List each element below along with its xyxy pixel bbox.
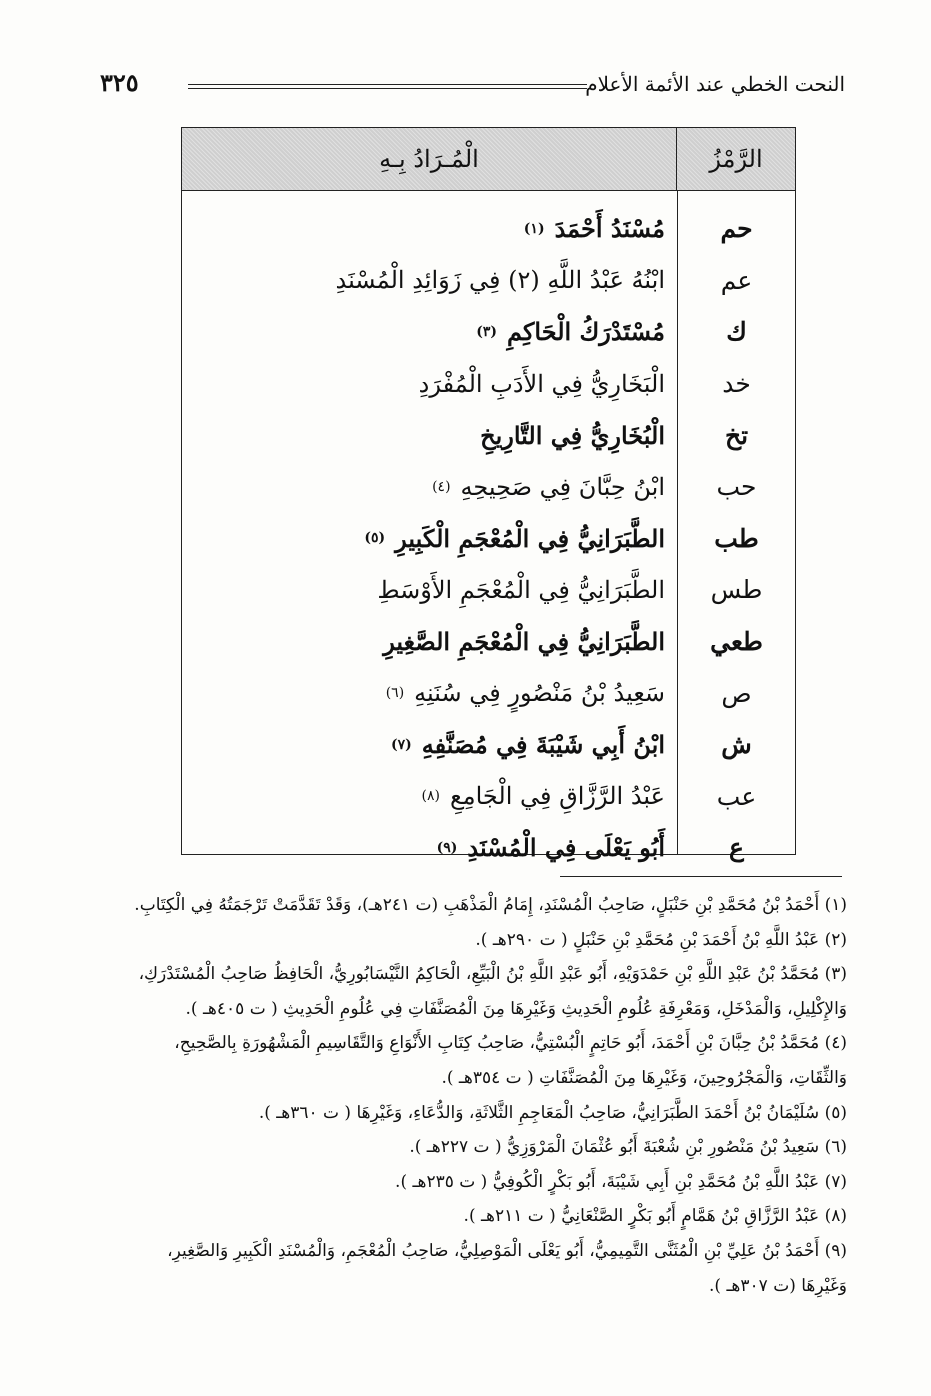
row-meaning bbox=[182, 513, 665, 565]
page-number: ٣٢٥ bbox=[100, 68, 139, 97]
header-code: الرَّمْزُ bbox=[676, 128, 795, 190]
footnote-line: (٧) عَبْدُ اللَّهِ بْنُ مُحَمَّدِ بْنِ أَبِي شَيْبَةَ، أَبُو بَكْرٍ الْكُوفِيُّ ( ت ٢٣٥هـ ). bbox=[395, 1171, 847, 1192]
table-header bbox=[182, 128, 795, 191]
meaning-text: مُسْنَدُ أَحْمَدَ bbox=[554, 214, 665, 244]
row-code: ك bbox=[726, 317, 747, 347]
footnote-ref: (٧) bbox=[390, 736, 412, 753]
row-code: حب bbox=[716, 472, 757, 502]
table-body bbox=[182, 191, 795, 863]
meaning-text: ابْنُ أَبِي شَيْبَةَ فِي مُصَنَّفِهِ bbox=[421, 730, 665, 760]
symbols-table bbox=[181, 127, 796, 863]
meaning-text: عَبْدُ الرَّزَّاقِ فِي الْجَامِعِ bbox=[449, 782, 665, 811]
meaning-text: ابْنُهُ عَبْدُ اللَّهِ (٢) فِي زَوَائِدِ الْمُسْنَدِ bbox=[335, 266, 665, 295]
meaning-text: الطَّبَرَانِيُّ فِي الْمُعْجَمِ الْكَبِيرِ bbox=[395, 523, 665, 553]
row-code: ش bbox=[721, 730, 752, 760]
meaning-text: مُسْتَدْرَكُ الْحَاكِمِ bbox=[506, 317, 665, 347]
meaning-text: أَبُو يَعْلَى فِي الْمُسْنَدِ bbox=[467, 833, 665, 863]
row-code: عم bbox=[720, 265, 753, 295]
footnote-ref: (٣) bbox=[476, 323, 497, 340]
meaning-text: الطَّبَرَانِيُّ فِي الْمُعْجَمِ الأَوْسَطِ bbox=[377, 575, 665, 604]
row-meaning bbox=[182, 409, 665, 461]
row-code: طب bbox=[714, 523, 759, 553]
row-meaning bbox=[182, 255, 665, 307]
meaning-text: الْبُخَارِيُّ فِي التَّارِيخِ bbox=[480, 420, 665, 450]
row-code: حم bbox=[720, 214, 753, 244]
row-meaning bbox=[182, 667, 665, 719]
row-meaning bbox=[182, 461, 665, 513]
row-code: تخ bbox=[724, 420, 749, 450]
footnote-rule bbox=[560, 876, 842, 877]
row-meaning bbox=[182, 203, 665, 255]
footnote-line: (١) أَحْمَدُ بْنُ مُحَمَّدِ بْنِ حَنْبَلٍ، صَاحِبُ الْمُسْنَدِ، إِمَامُ الْمَذْهَبِ (ت ٢٤١هـ)، وَقَدْ تَقَدَّمَتْ تَرْجَمَتُهُ فِي الْكِتَابِ. bbox=[134, 895, 847, 915]
footnote-ref: (٥) bbox=[364, 530, 386, 547]
footnote-line: (٥) سُلَيْمَانُ بْنُ أَحْمَدَ الطَّبَرَانِيُّ، صَاحِبُ الْمَعَاجِمِ الثَّلاثَةِ، وَالدُّعَاءِ، وَغَيْرِهَا ( ت ٣٦٠هـ ). bbox=[258, 1102, 847, 1123]
meaning-text: سَعِيدُ بْنُ مَنْصُورٍ فِي سُنَنِهِ bbox=[414, 679, 665, 708]
code-column bbox=[677, 191, 795, 863]
header-meaning: الْمُـرَادُ بِـهِ bbox=[379, 145, 479, 173]
footnote-line: وَغَيْرِهَا (ت ٣٠٧هـ ). bbox=[709, 1275, 847, 1296]
footnote-ref: (٨) bbox=[421, 788, 440, 805]
row-code: طس bbox=[710, 575, 763, 605]
row-meaning bbox=[182, 616, 665, 668]
footnote-ref: (١) bbox=[523, 220, 545, 237]
footnote-ref: (٤) bbox=[432, 478, 451, 495]
footnote-line: (٣) مُحَمَّدُ بْنُ عَبْدِ اللَّهِ بْنِ حَمْدَوَيْهِ، أَبُو عَبْدِ اللَّهِ بْنُ الْبَيِّعِ، الْحَاكِمُ النَّيْسَابُورِيُّ، الْحَافِظُ صَاحِبُ الْمُسْتَدْرَكِ، bbox=[138, 964, 847, 985]
meaning-column bbox=[182, 191, 677, 863]
header-rule bbox=[188, 84, 587, 89]
row-code: ع bbox=[729, 833, 744, 863]
row-code: طعي bbox=[710, 627, 763, 657]
footnote-line: (٢) عَبْدُ اللَّهِ بْنُ أَحْمَدَ بْنِ مُحَمَّدِ بْنِ حَنْبَلٍ ( ت ٢٩٠هـ ). bbox=[475, 929, 847, 950]
row-code: خد bbox=[722, 369, 751, 399]
footnote-line: وَالثِّقَاتِ، وَالْمَجْرُوحِينَ، وَغَيْرِهَا مِنَ الْمُصَنَّفَاتِ ( ت ٣٥٤هـ ). bbox=[441, 1067, 847, 1088]
row-meaning bbox=[182, 564, 665, 616]
row-meaning bbox=[182, 306, 665, 358]
footnote-line: (٨) عَبْدُ الرَّزَّاقِ بْنُ هَمَّامٍ أَبُو بَكْرٍ الصَّنْعَانِيُّ ( ت ٢١١هـ ). bbox=[463, 1206, 847, 1227]
row-code: عب bbox=[716, 781, 757, 811]
meaning-text: الطَّبَرَانِيُّ فِي الْمُعْجَمِ الصَّغِيرِ bbox=[383, 627, 665, 657]
row-meaning bbox=[182, 358, 665, 410]
row-meaning bbox=[182, 719, 665, 771]
row-code: ص bbox=[721, 678, 752, 708]
row-meaning bbox=[182, 822, 665, 874]
footnotes bbox=[95, 888, 847, 1303]
footnote-line: (٩) أَحْمَدُ بْنُ عَلِيِّ بْنِ الْمُثَنَّى التَّمِيمِيُّ، أَبُو يَعْلَى الْمَوْصِلِيُّ، صَاحِبُ الْمُعْجَمِ، وَالْمُسْنَدِ الْكَبِيرِ وَالصَّغِيرِ، bbox=[167, 1240, 847, 1261]
meaning-text: ابْنُ حِبَّانَ فِي صَحِيحِهِ bbox=[460, 472, 665, 501]
footnote-line: (٤) مُحَمَّدُ بْنُ حِبَّانَ بْنِ أَحْمَدَ، أَبُو حَاتِمٍ الْبُسْتِيُّ، صَاحِبُ كِتَابِ الأَنْوَاعِ وَالتَّقَاسِيمِ الْمَشْهُورَةِ بِالصَّحِيحِ، bbox=[174, 1033, 847, 1054]
row-meaning bbox=[182, 771, 665, 823]
footnote-line: (٦) سَعِيدُ بْنُ مَنْصُورِ بْنِ شُعْبَةَ أَبُو عُثْمَانَ الْمَرْوَزِيُّ ( ت ٢٢٧هـ ). bbox=[409, 1137, 847, 1158]
footnote-ref: (٩) bbox=[436, 839, 458, 856]
page-header bbox=[100, 68, 845, 108]
footnote-line: وَالإِكْلِيلِ، وَالْمَدْخَلِ، وَمَعْرِفَةِ عُلُومِ الْحَدِيثِ وَغَيْرِهَا مِنَ الْمُصَنَّفَاتِ فِي عُلُومِ الْحَدِيثِ ( ت ٤٠٥هـ ). bbox=[185, 998, 847, 1019]
meaning-text: الْبَخَارِيُّ فِي الأَدَبِ الْمُفْرَدِ bbox=[418, 369, 665, 398]
running-title: النحت الخطي عند الأئمة الأعلام bbox=[585, 72, 845, 96]
footnote-ref: (٦) bbox=[385, 685, 405, 702]
